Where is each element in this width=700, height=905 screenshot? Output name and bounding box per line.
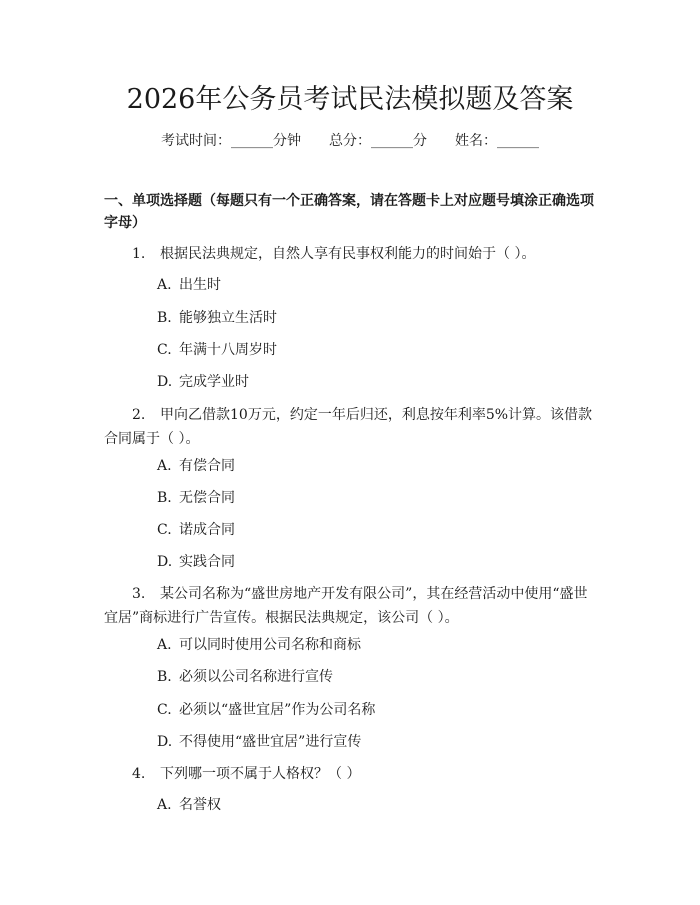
option-text: 必须以公司名称进行宣传 [179, 669, 333, 685]
option-text: 实践合同 [179, 554, 235, 570]
option-text: 不得使用“盛世宜居”进行宣传 [179, 734, 362, 750]
question-3 [104, 582, 596, 630]
exam-meta [0, 131, 700, 151]
option-3-d [157, 732, 361, 752]
option-2-a [157, 456, 235, 476]
option-text: 完成学业时 [179, 374, 249, 390]
option-text: 出生时 [179, 277, 221, 293]
option-letter: B. [157, 310, 172, 326]
option-text: 有偿合同 [179, 458, 235, 474]
option-3-b [157, 667, 333, 687]
option-1-b [157, 308, 277, 328]
option-letter: D. [157, 734, 173, 750]
option-text: 必须以“盛世宜居”作为公司名称 [179, 702, 376, 718]
question-2 [104, 403, 596, 451]
option-letter: C. [157, 342, 172, 358]
option-letter: A. [157, 277, 172, 293]
total-score-label: 总分：______分 [329, 133, 427, 149]
option-text: 诺成合同 [179, 522, 235, 538]
question-text: 某公司名称为“盛世房地产开发有限公司”，其在经营活动中使用“盛世宜居”商标进行广告宣传。根据民法典规定，该公司（ ）。 [104, 586, 588, 626]
option-text: 年满十八周岁时 [179, 342, 277, 358]
option-text: 无偿合同 [179, 490, 235, 506]
question-number: 2. [132, 407, 146, 423]
option-1-a [157, 275, 221, 295]
question-1 [104, 242, 596, 266]
option-1-d [157, 372, 249, 392]
question-4 [104, 762, 596, 786]
option-3-a [157, 635, 361, 655]
question-number: 3. [132, 586, 146, 602]
section-heading: 一、单项选择题（每题只有一个正确答案，请在答题卡上对应题号填涂正确选项字母） [104, 193, 594, 231]
option-2-c [157, 520, 235, 540]
option-2-d [157, 552, 235, 572]
option-letter: C. [157, 702, 172, 718]
question-number: 1. [132, 246, 146, 262]
option-text: 名誉权 [179, 797, 221, 813]
question-text: 根据民法典规定，自然人享有民事权利能力的时间始于（ ）。 [160, 246, 536, 262]
page-title: 2026年公务员考试民法模拟题及答案 [126, 84, 574, 115]
option-1-c [157, 340, 277, 360]
exam-time-label: 考试时间：______分钟 [161, 133, 301, 149]
option-letter: C. [157, 522, 172, 538]
option-3-c [157, 700, 375, 720]
option-letter: D. [157, 554, 173, 570]
option-text: 可以同时使用公司名称和商标 [179, 637, 361, 653]
option-letter: A. [157, 637, 172, 653]
option-letter: B. [157, 669, 172, 685]
name-label: 姓名：______ [455, 133, 539, 149]
option-letter: D. [157, 374, 173, 390]
option-text: 能够独立生活时 [179, 310, 277, 326]
question-text: 甲向乙借款10万元，约定一年后归还，利息按年利率5%计算。该借款合同属于（ ）。 [104, 407, 593, 447]
option-4-a [157, 795, 221, 815]
question-text: 下列哪一项不属于人格权？（ ） [160, 766, 361, 782]
question-number: 4. [132, 766, 146, 782]
option-2-b [157, 488, 235, 508]
option-letter: A. [157, 458, 172, 474]
option-letter: B. [157, 490, 172, 506]
option-letter: A. [157, 797, 172, 813]
